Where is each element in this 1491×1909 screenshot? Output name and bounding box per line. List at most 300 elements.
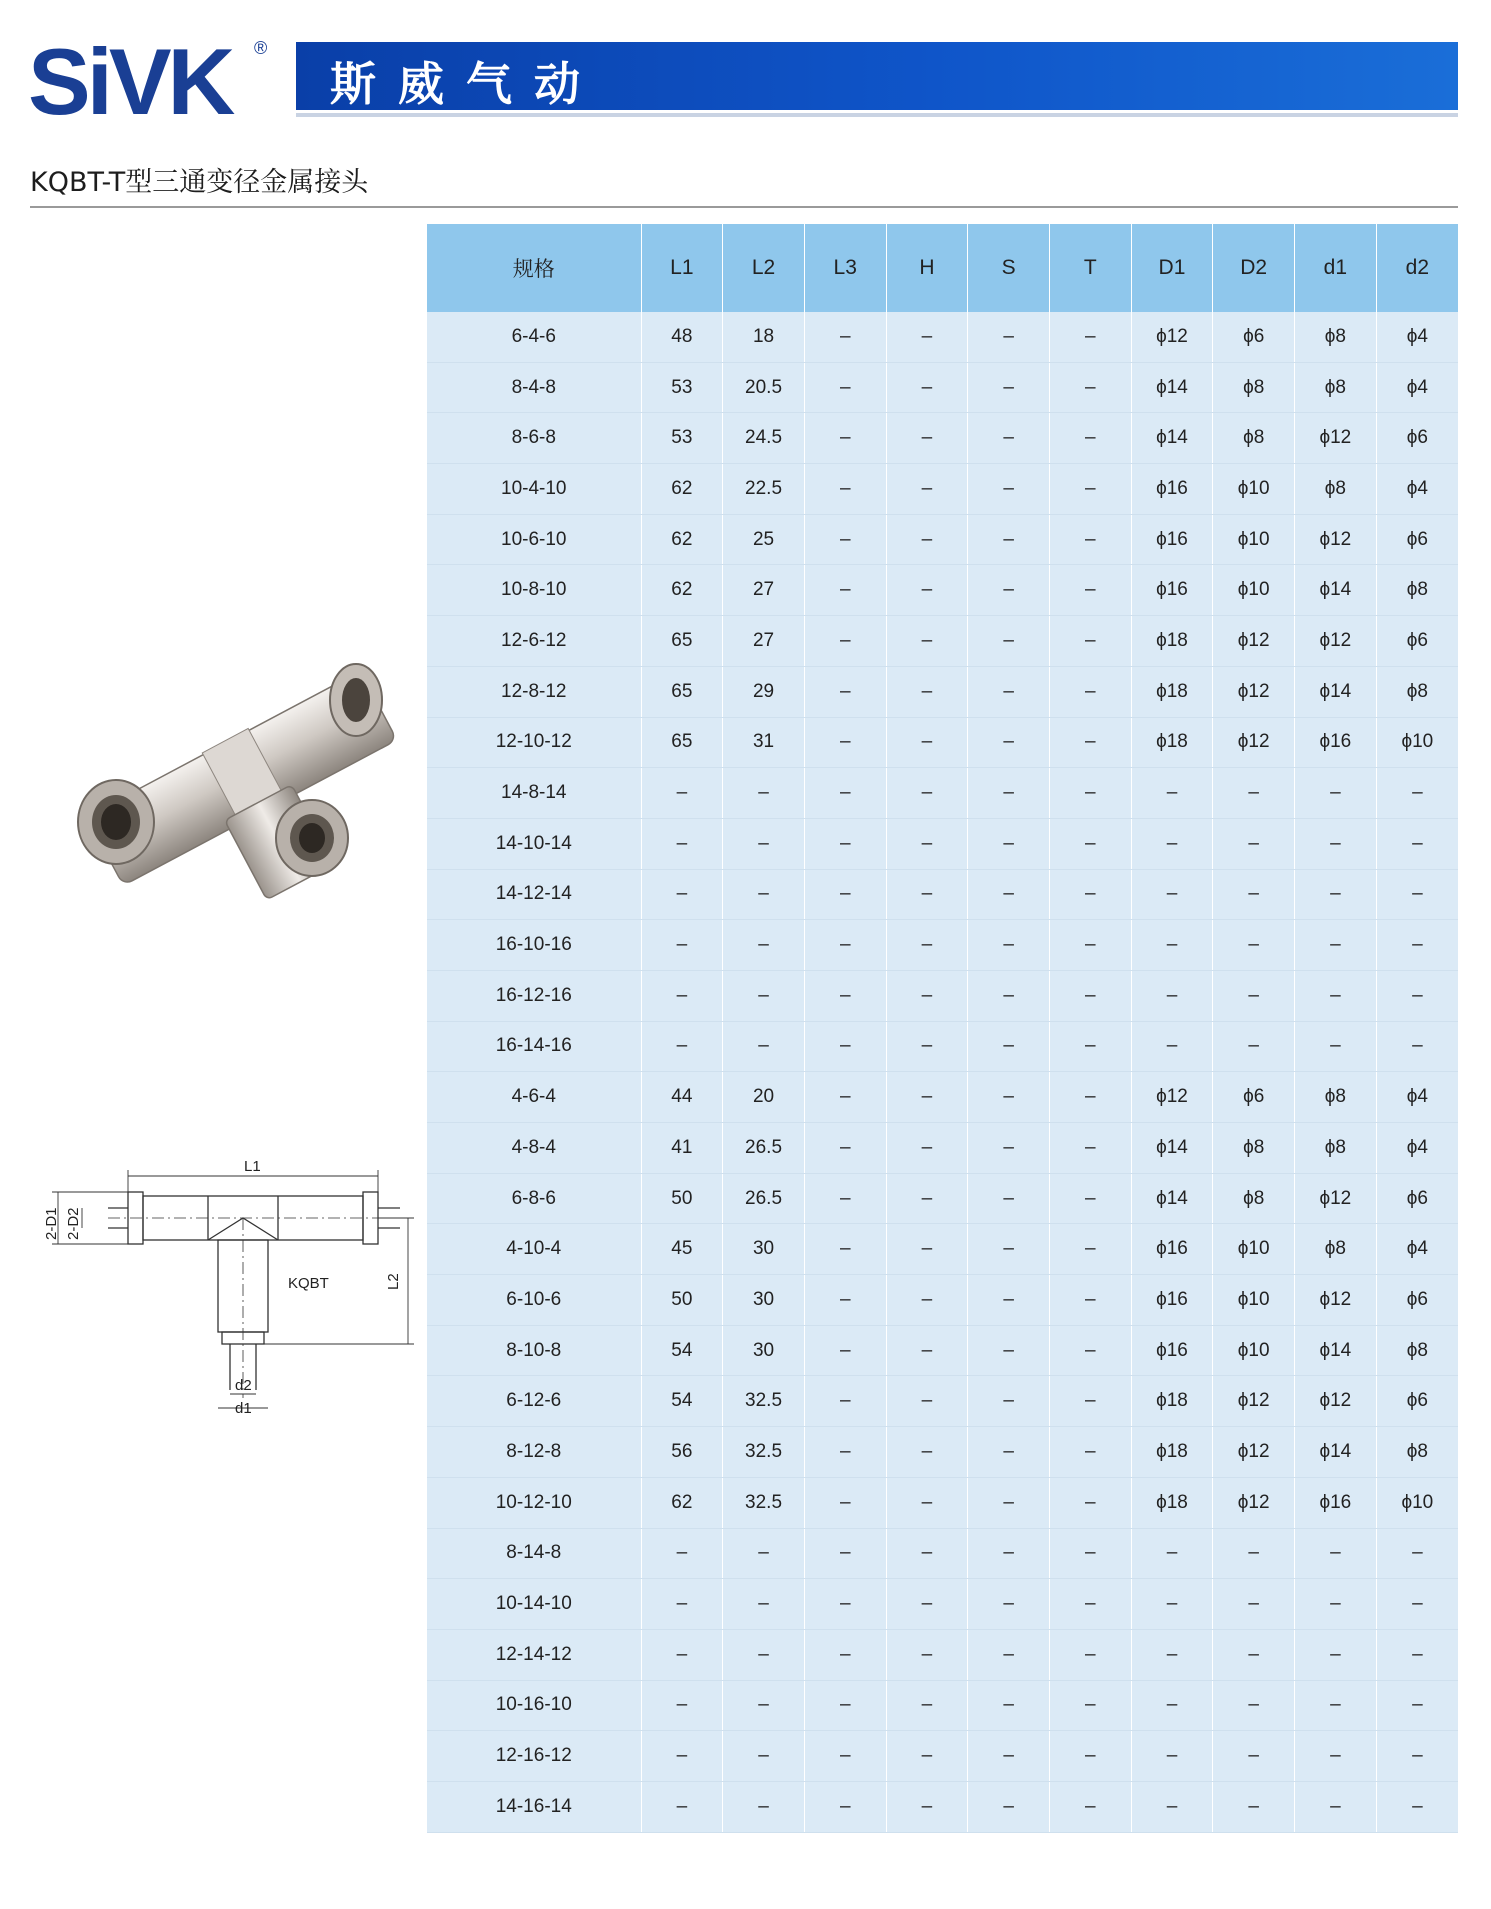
spec-cell: 10-8-10: [427, 565, 641, 616]
value-cell: –: [1213, 869, 1295, 920]
label-l1: L1: [244, 1158, 261, 1175]
value-cell: –: [1131, 768, 1213, 819]
value-cell: ϕ8: [1376, 1325, 1458, 1376]
value-cell: –: [1295, 768, 1377, 819]
value-cell: –: [886, 869, 968, 920]
value-cell: –: [641, 1629, 723, 1680]
value-cell: –: [804, 1123, 886, 1174]
label-d1: 2-D1: [43, 1207, 60, 1240]
value-cell: –: [804, 616, 886, 667]
value-cell: –: [1131, 1680, 1213, 1731]
value-cell: ϕ10: [1376, 1477, 1458, 1528]
value-cell: –: [804, 1579, 886, 1630]
value-cell: –: [804, 1072, 886, 1123]
value-cell: ϕ12: [1295, 1275, 1377, 1326]
table-row: [427, 464, 1458, 515]
column-header: L2: [723, 224, 805, 312]
column-header: S: [968, 224, 1050, 312]
table-row: [427, 616, 1458, 667]
column-header: T: [1049, 224, 1131, 312]
value-cell: –: [804, 1731, 886, 1782]
spec-cell: 6-10-6: [427, 1275, 641, 1326]
table-row: [427, 1325, 1458, 1376]
value-cell: –: [1376, 869, 1458, 920]
value-cell: –: [886, 1781, 968, 1832]
value-cell: –: [886, 1224, 968, 1275]
value-cell: 26.5: [723, 1173, 805, 1224]
value-cell: –: [1049, 818, 1131, 869]
value-cell: ϕ10: [1213, 1224, 1295, 1275]
spec-cell: 10-6-10: [427, 514, 641, 565]
value-cell: 25: [723, 514, 805, 565]
value-cell: –: [1376, 818, 1458, 869]
table-row: [427, 1629, 1458, 1680]
spec-cell: 12-16-12: [427, 1731, 641, 1782]
value-cell: ϕ18: [1131, 616, 1213, 667]
banner-text: 斯威气动: [330, 57, 602, 111]
value-cell: –: [1295, 1680, 1377, 1731]
value-cell: –: [886, 1021, 968, 1072]
value-cell: 50: [641, 1275, 723, 1326]
value-cell: –: [1049, 1579, 1131, 1630]
value-cell: –: [1049, 565, 1131, 616]
value-cell: –: [886, 1528, 968, 1579]
table-row: [427, 717, 1458, 768]
spec-cell: 12-14-12: [427, 1629, 641, 1680]
value-cell: ϕ4: [1376, 1123, 1458, 1174]
value-cell: –: [641, 1528, 723, 1579]
value-cell: –: [1049, 1427, 1131, 1478]
value-cell: ϕ16: [1131, 514, 1213, 565]
value-cell: ϕ10: [1376, 717, 1458, 768]
table-header-row: [427, 224, 1458, 312]
value-cell: ϕ8: [1295, 464, 1377, 515]
value-cell: –: [886, 1731, 968, 1782]
label-l2: L2: [385, 1273, 402, 1290]
value-cell: –: [968, 1427, 1050, 1478]
value-cell: –: [1049, 1528, 1131, 1579]
value-cell: ϕ8: [1295, 362, 1377, 413]
value-cell: –: [886, 616, 968, 667]
value-cell: –: [1049, 1173, 1131, 1224]
value-cell: 50: [641, 1173, 723, 1224]
value-cell: –: [804, 1528, 886, 1579]
value-cell: –: [1049, 1325, 1131, 1376]
value-cell: –: [968, 616, 1050, 667]
value-cell: –: [886, 1275, 968, 1326]
value-cell: ϕ16: [1295, 717, 1377, 768]
value-cell: ϕ6: [1213, 1072, 1295, 1123]
value-cell: –: [1295, 1579, 1377, 1630]
value-cell: ϕ6: [1376, 1275, 1458, 1326]
spec-cell: 8-6-8: [427, 413, 641, 464]
value-cell: ϕ4: [1376, 312, 1458, 362]
spec-cell: 10-14-10: [427, 1579, 641, 1630]
value-cell: –: [968, 920, 1050, 971]
value-cell: –: [968, 869, 1050, 920]
value-cell: –: [1213, 920, 1295, 971]
value-cell: –: [1376, 1629, 1458, 1680]
value-cell: ϕ12: [1213, 666, 1295, 717]
value-cell: –: [968, 1629, 1050, 1680]
spec-cell: 6-8-6: [427, 1173, 641, 1224]
value-cell: –: [804, 565, 886, 616]
value-cell: ϕ18: [1131, 1376, 1213, 1427]
value-cell: –: [804, 1477, 886, 1528]
value-cell: –: [968, 1021, 1050, 1072]
value-cell: 29: [723, 666, 805, 717]
value-cell: –: [1213, 1781, 1295, 1832]
value-cell: ϕ8: [1213, 1173, 1295, 1224]
value-cell: –: [1049, 869, 1131, 920]
value-cell: –: [1295, 1629, 1377, 1680]
value-cell: ϕ12: [1295, 1376, 1377, 1427]
value-cell: ϕ8: [1295, 1123, 1377, 1174]
value-cell: 54: [641, 1376, 723, 1427]
value-cell: –: [804, 666, 886, 717]
value-cell: 31: [723, 717, 805, 768]
value-cell: –: [886, 312, 968, 362]
value-cell: –: [968, 1731, 1050, 1782]
value-cell: –: [804, 1781, 886, 1832]
value-cell: –: [1049, 768, 1131, 819]
value-cell: –: [968, 514, 1050, 565]
value-cell: –: [1213, 970, 1295, 1021]
value-cell: –: [1049, 464, 1131, 515]
value-cell: –: [804, 970, 886, 1021]
value-cell: –: [1049, 1629, 1131, 1680]
value-cell: ϕ12: [1131, 1072, 1213, 1123]
product-photo: [64, 660, 404, 890]
value-cell: ϕ18: [1131, 1477, 1213, 1528]
value-cell: 62: [641, 464, 723, 515]
value-cell: –: [1049, 717, 1131, 768]
value-cell: –: [1131, 970, 1213, 1021]
spec-cell: 6-12-6: [427, 1376, 641, 1427]
table-row: [427, 1123, 1458, 1174]
value-cell: –: [1049, 1072, 1131, 1123]
value-cell: –: [1049, 1781, 1131, 1832]
spec-cell: 12-8-12: [427, 666, 641, 717]
value-cell: –: [723, 768, 805, 819]
value-cell: –: [1049, 413, 1131, 464]
value-cell: 20.5: [723, 362, 805, 413]
value-cell: ϕ8: [1376, 565, 1458, 616]
value-cell: –: [968, 1528, 1050, 1579]
value-cell: –: [968, 464, 1050, 515]
value-cell: –: [1295, 869, 1377, 920]
table-row: [427, 1275, 1458, 1326]
value-cell: –: [804, 1173, 886, 1224]
value-cell: –: [1376, 768, 1458, 819]
value-cell: –: [804, 1275, 886, 1326]
spec-cell: 10-16-10: [427, 1680, 641, 1731]
table-row: [427, 312, 1458, 362]
value-cell: ϕ18: [1131, 666, 1213, 717]
value-cell: 26.5: [723, 1123, 805, 1174]
value-cell: –: [723, 1731, 805, 1782]
value-cell: ϕ8: [1295, 1072, 1377, 1123]
value-cell: 27: [723, 616, 805, 667]
value-cell: 41: [641, 1123, 723, 1174]
value-cell: –: [1376, 1021, 1458, 1072]
spec-cell: 16-10-16: [427, 920, 641, 971]
value-cell: –: [1295, 920, 1377, 971]
value-cell: –: [886, 1072, 968, 1123]
value-cell: –: [886, 717, 968, 768]
value-cell: –: [968, 1477, 1050, 1528]
value-cell: –: [968, 1376, 1050, 1427]
column-header: L3: [804, 224, 886, 312]
value-cell: –: [1049, 666, 1131, 717]
spec-cell: 8-14-8: [427, 1528, 641, 1579]
value-cell: ϕ6: [1213, 312, 1295, 362]
value-cell: –: [1131, 1579, 1213, 1630]
value-cell: –: [641, 1579, 723, 1630]
value-cell: 62: [641, 514, 723, 565]
value-cell: –: [641, 1781, 723, 1832]
value-cell: –: [641, 920, 723, 971]
value-cell: –: [1131, 1528, 1213, 1579]
spec-cell: 14-12-14: [427, 869, 641, 920]
spec-cell: 10-12-10: [427, 1477, 641, 1528]
value-cell: –: [1131, 1629, 1213, 1680]
value-cell: –: [641, 1021, 723, 1072]
value-cell: ϕ14: [1131, 413, 1213, 464]
value-cell: ϕ12: [1295, 514, 1377, 565]
value-cell: –: [886, 514, 968, 565]
value-cell: –: [1131, 1021, 1213, 1072]
value-cell: –: [1295, 818, 1377, 869]
label-d1-small: d1: [235, 1400, 252, 1417]
value-cell: ϕ14: [1131, 1123, 1213, 1174]
table-row: [427, 818, 1458, 869]
spec-table: [427, 224, 1458, 1833]
value-cell: ϕ12: [1213, 717, 1295, 768]
value-cell: 62: [641, 1477, 723, 1528]
value-cell: –: [1049, 1275, 1131, 1326]
value-cell: 48: [641, 312, 723, 362]
value-cell: –: [804, 413, 886, 464]
value-cell: –: [886, 1376, 968, 1427]
value-cell: –: [968, 1072, 1050, 1123]
value-cell: –: [1049, 312, 1131, 362]
value-cell: –: [1049, 1224, 1131, 1275]
value-cell: –: [886, 1579, 968, 1630]
value-cell: ϕ6: [1376, 1173, 1458, 1224]
value-cell: –: [804, 768, 886, 819]
value-cell: ϕ6: [1376, 616, 1458, 667]
value-cell: –: [1049, 920, 1131, 971]
value-cell: –: [804, 1224, 886, 1275]
value-cell: –: [886, 1123, 968, 1174]
value-cell: ϕ16: [1295, 1477, 1377, 1528]
value-cell: –: [886, 1173, 968, 1224]
column-header: D2: [1213, 224, 1295, 312]
value-cell: –: [804, 869, 886, 920]
value-cell: –: [1213, 1579, 1295, 1630]
spec-cell: 16-14-16: [427, 1021, 641, 1072]
spec-cell: 16-12-16: [427, 970, 641, 1021]
spec-cell: 14-16-14: [427, 1781, 641, 1832]
value-cell: –: [804, 920, 886, 971]
value-cell: ϕ16: [1131, 1224, 1213, 1275]
value-cell: ϕ6: [1376, 413, 1458, 464]
sivk-logo: [28, 29, 278, 134]
table-row: [427, 1427, 1458, 1478]
value-cell: –: [641, 970, 723, 1021]
table-row: [427, 362, 1458, 413]
column-header: D1: [1131, 224, 1213, 312]
value-cell: –: [1295, 1528, 1377, 1579]
value-cell: –: [641, 818, 723, 869]
value-cell: –: [968, 1224, 1050, 1275]
value-cell: –: [723, 920, 805, 971]
column-header: 规格: [427, 224, 641, 312]
spec-cell: 12-6-12: [427, 616, 641, 667]
value-cell: –: [968, 818, 1050, 869]
value-cell: ϕ12: [1213, 1376, 1295, 1427]
value-cell: 22.5: [723, 464, 805, 515]
value-cell: –: [968, 717, 1050, 768]
value-cell: –: [1213, 1021, 1295, 1072]
value-cell: –: [1049, 514, 1131, 565]
value-cell: –: [1049, 1376, 1131, 1427]
spec-cell: 4-8-4: [427, 1123, 641, 1174]
value-cell: –: [886, 1427, 968, 1478]
value-cell: ϕ14: [1295, 1427, 1377, 1478]
value-cell: –: [1049, 616, 1131, 667]
value-cell: ϕ12: [1295, 1173, 1377, 1224]
value-cell: –: [723, 1680, 805, 1731]
value-cell: –: [1131, 1731, 1213, 1782]
value-cell: ϕ16: [1131, 1275, 1213, 1326]
value-cell: –: [1376, 1680, 1458, 1731]
table-row: [427, 1224, 1458, 1275]
value-cell: –: [723, 1781, 805, 1832]
value-cell: 20: [723, 1072, 805, 1123]
value-cell: –: [886, 413, 968, 464]
value-cell: –: [641, 1731, 723, 1782]
table-row: [427, 1680, 1458, 1731]
spec-cell: 4-10-4: [427, 1224, 641, 1275]
column-header: H: [886, 224, 968, 312]
value-cell: –: [968, 413, 1050, 464]
value-cell: ϕ4: [1376, 464, 1458, 515]
value-cell: 53: [641, 413, 723, 464]
column-header: L1: [641, 224, 723, 312]
value-cell: ϕ6: [1376, 514, 1458, 565]
value-cell: ϕ12: [1213, 1427, 1295, 1478]
value-cell: ϕ12: [1213, 1477, 1295, 1528]
spec-cell: 8-12-8: [427, 1427, 641, 1478]
value-cell: ϕ8: [1376, 666, 1458, 717]
value-cell: –: [1295, 1781, 1377, 1832]
value-cell: –: [641, 869, 723, 920]
value-cell: –: [804, 1629, 886, 1680]
value-cell: ϕ8: [1213, 1123, 1295, 1174]
value-cell: –: [1213, 1528, 1295, 1579]
value-cell: –: [968, 565, 1050, 616]
value-cell: –: [804, 1376, 886, 1427]
value-cell: 30: [723, 1224, 805, 1275]
value-cell: –: [1049, 1021, 1131, 1072]
value-cell: –: [886, 464, 968, 515]
value-cell: ϕ16: [1131, 464, 1213, 515]
label-d2-small: d2: [235, 1377, 252, 1394]
value-cell: –: [886, 970, 968, 1021]
value-cell: –: [641, 1680, 723, 1731]
value-cell: ϕ14: [1295, 666, 1377, 717]
value-cell: –: [804, 1427, 886, 1478]
value-cell: –: [886, 1325, 968, 1376]
value-cell: –: [723, 1579, 805, 1630]
value-cell: –: [968, 666, 1050, 717]
spec-cell: 4-6-4: [427, 1072, 641, 1123]
value-cell: ϕ14: [1295, 1325, 1377, 1376]
value-cell: 30: [723, 1275, 805, 1326]
value-cell: ϕ18: [1131, 717, 1213, 768]
value-cell: –: [1049, 970, 1131, 1021]
value-cell: –: [1295, 1731, 1377, 1782]
value-cell: ϕ16: [1131, 1325, 1213, 1376]
table-row: [427, 1173, 1458, 1224]
value-cell: –: [1049, 1731, 1131, 1782]
table-row: [427, 869, 1458, 920]
value-cell: ϕ12: [1213, 616, 1295, 667]
value-cell: –: [968, 1680, 1050, 1731]
registered-mark: ®: [254, 38, 268, 58]
value-cell: ϕ8: [1376, 1427, 1458, 1478]
value-cell: –: [886, 565, 968, 616]
value-cell: –: [1131, 818, 1213, 869]
table-row: [427, 970, 1458, 1021]
label-model: KQBT: [288, 1275, 329, 1292]
spec-cell: 14-10-14: [427, 818, 641, 869]
value-cell: –: [723, 1021, 805, 1072]
value-cell: –: [804, 312, 886, 362]
value-cell: ϕ14: [1295, 565, 1377, 616]
value-cell: –: [886, 818, 968, 869]
value-cell: –: [804, 514, 886, 565]
table-row: [427, 565, 1458, 616]
value-cell: –: [886, 768, 968, 819]
spec-cell: 8-4-8: [427, 362, 641, 413]
value-cell: –: [1376, 1731, 1458, 1782]
value-cell: –: [1131, 1781, 1213, 1832]
table-row: [427, 1376, 1458, 1427]
value-cell: –: [1049, 1477, 1131, 1528]
value-cell: –: [968, 1579, 1050, 1630]
value-cell: –: [641, 768, 723, 819]
value-cell: ϕ10: [1213, 1275, 1295, 1326]
value-cell: ϕ12: [1131, 312, 1213, 362]
value-cell: ϕ10: [1213, 1325, 1295, 1376]
value-cell: –: [804, 818, 886, 869]
table-row: [427, 514, 1458, 565]
value-cell: 56: [641, 1427, 723, 1478]
value-cell: –: [1049, 362, 1131, 413]
value-cell: ϕ4: [1376, 362, 1458, 413]
logo-text: SiVK: [28, 29, 232, 134]
title-divider: [30, 206, 1458, 208]
page-title: KQBT-T型三通变径金属接头: [30, 167, 369, 198]
value-cell: –: [968, 970, 1050, 1021]
value-cell: –: [886, 362, 968, 413]
spec-cell: 8-10-8: [427, 1325, 641, 1376]
value-cell: 32.5: [723, 1376, 805, 1427]
value-cell: –: [968, 1275, 1050, 1326]
